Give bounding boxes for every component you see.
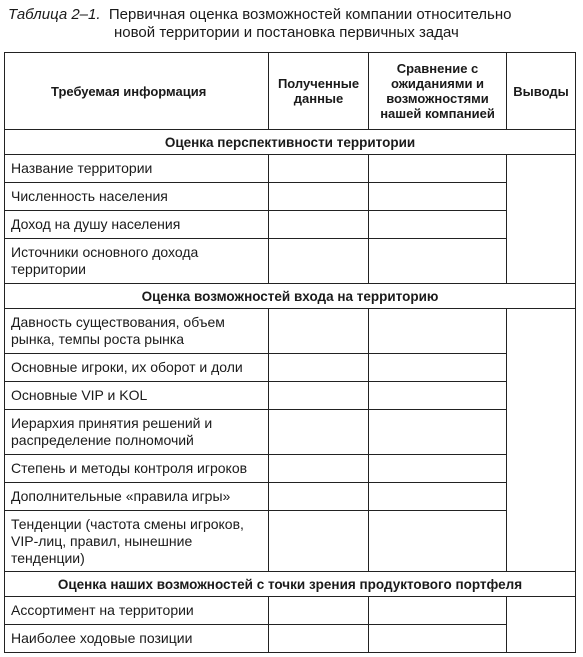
cell-obtained: [269, 410, 369, 455]
cell-comparison: [369, 211, 507, 239]
cell-comparison: [369, 239, 507, 284]
row-label: Основные VIP и KOL: [5, 382, 269, 410]
cell-comparison: [369, 309, 507, 354]
cell-comparison: [369, 597, 507, 625]
table-row: [5, 483, 576, 511]
table-row: [5, 511, 576, 572]
cell-conclusions: [507, 597, 576, 653]
table-row: [5, 597, 576, 625]
cell-obtained: [269, 597, 369, 625]
table-row: [5, 382, 576, 410]
cell-obtained: [269, 455, 369, 483]
cell-comparison: [369, 155, 507, 183]
section-row: [5, 130, 576, 155]
row-label: Ассортимент на территории: [5, 597, 269, 625]
cell-comparison: [369, 410, 507, 455]
table-caption: [8, 6, 578, 42]
row-label: Численность населения: [5, 183, 269, 211]
table-row: [5, 455, 576, 483]
caption-label: Таблица 2–1.: [8, 6, 101, 23]
table-row: [5, 183, 576, 211]
row-label: Давность существования, объем рынка, темпы роста рынка: [5, 309, 269, 354]
cell-comparison: [369, 455, 507, 483]
section-title: Оценка перспективности территории: [5, 130, 576, 155]
row-label: Наиболее ходовые позиции: [5, 625, 269, 653]
row-label: Доход на душу населения: [5, 211, 269, 239]
cell-obtained: [269, 483, 369, 511]
cell-obtained: [269, 309, 369, 354]
row-label: Источники основного дохода территории: [5, 239, 269, 284]
header-conclusions: Выводы: [507, 53, 576, 130]
cell-obtained: [269, 183, 369, 211]
row-label: Название территории: [5, 155, 269, 183]
cell-obtained: [269, 155, 369, 183]
table-header-row: [5, 53, 576, 130]
cell-comparison: [369, 625, 507, 653]
cell-comparison: [369, 511, 507, 572]
cell-obtained: [269, 211, 369, 239]
table-row: [5, 239, 576, 284]
cell-comparison: [369, 483, 507, 511]
table-row: [5, 155, 576, 183]
row-label: Дополнительные «правила игры»: [5, 483, 269, 511]
table-row: [5, 354, 576, 382]
cell-comparison: [369, 183, 507, 211]
table-row: [5, 625, 576, 653]
row-label: Тенденции (частота смены игроков, VIP-лиц, правил, нынешние тенденции): [5, 511, 269, 572]
cell-conclusions: [507, 155, 576, 284]
cell-obtained: [269, 382, 369, 410]
table-row: [5, 211, 576, 239]
row-label: Степень и методы контроля игроков: [5, 455, 269, 483]
cell-comparison: [369, 382, 507, 410]
cell-comparison: [369, 354, 507, 382]
header-obtained-data: Полученные данные: [269, 53, 369, 130]
section-title: Оценка возможностей входа на территорию: [5, 284, 576, 309]
caption-title-line2: новой территории и постановка первичных задач: [114, 24, 459, 41]
cell-obtained: [269, 239, 369, 284]
row-label: Иерархия принятия решений и распределение полномочий: [5, 410, 269, 455]
assessment-table: [4, 52, 576, 653]
table-row: [5, 410, 576, 455]
section-title: Оценка наших возможностей с точки зрения продуктового портфеля: [5, 572, 576, 597]
row-label: Основные игроки, их оборот и доли: [5, 354, 269, 382]
cell-obtained: [269, 625, 369, 653]
caption-title-line1: Первичная оценка возможностей компании относительно: [108, 6, 512, 23]
table-row: [5, 309, 576, 354]
cell-obtained: [269, 511, 369, 572]
cell-conclusions: [507, 309, 576, 572]
section-row: [5, 572, 576, 597]
cell-obtained: [269, 354, 369, 382]
section-row: [5, 284, 576, 309]
header-required-info: Требуемая информация: [5, 53, 269, 130]
header-comparison: Сравнение с ожиданиями и возможностями нашей компанией: [369, 53, 507, 130]
